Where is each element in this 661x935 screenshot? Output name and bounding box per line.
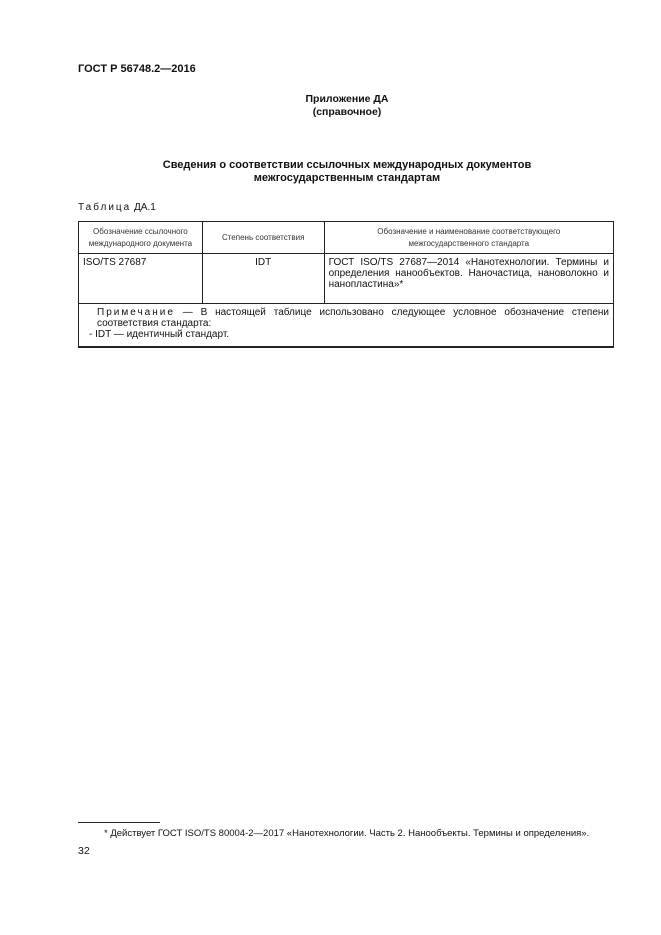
table-note-row (79, 304, 614, 348)
note-item: - IDT — идентичный стандарт. (89, 329, 230, 340)
header-degree-line1: Степень соответствия (221, 232, 305, 242)
table-note (79, 304, 614, 348)
header-ref-doc-line1: Обозначение ссылочного (93, 226, 188, 236)
footnote-divider (78, 822, 160, 823)
table-caption (78, 202, 156, 213)
annex-heading (0, 93, 661, 119)
section-title (0, 159, 661, 185)
header-standard-line2: межгосударственного стандарта (408, 238, 530, 248)
note-label: Примечание (97, 307, 175, 318)
note-paragraph (83, 307, 609, 329)
table-header-row (79, 222, 614, 254)
table-row (79, 254, 614, 304)
table-caption-prefix: Таблица (78, 202, 132, 213)
table-caption-number: ДА.1 (134, 202, 156, 213)
footnote: * Действует ГОСТ ISO/TS 80004-2—2017 «Нанотехнологии. Часть 2. Нанообъекты. Термины и определения». (104, 828, 590, 839)
document-number: ГОСТ Р 56748.2—2016 (78, 63, 196, 75)
annex-title: Приложение ДА (305, 93, 389, 105)
annex-subtitle: (справочное) (312, 106, 382, 118)
header-ref-doc-line2: международного документа (88, 238, 193, 248)
note-text: — В настоящей таблице использовано следующее условное обозначение степени соответствия стандарта: (97, 307, 609, 329)
section-title-line2: межгосударственным стандартам (253, 172, 441, 184)
header-ref-doc (79, 222, 203, 254)
page-number: 32 (78, 845, 90, 857)
cell-degree: IDT (202, 254, 324, 304)
cell-ref-doc: ISO/TS 27687 (79, 254, 203, 304)
header-standard-line1: Обозначение и наименование соответствующего (377, 226, 561, 236)
cell-standard: ГОСТ ISO/TS 27687—2014 «Нанотехнологии. Термины и определения нанообъектов. Наночастица, нановолокно и нанопластина»* (324, 254, 613, 304)
header-degree (202, 222, 324, 254)
header-standard (324, 222, 613, 254)
section-title-line1: Сведения о соответствии ссылочных международных документов (162, 159, 532, 171)
correspondence-table (78, 221, 614, 348)
